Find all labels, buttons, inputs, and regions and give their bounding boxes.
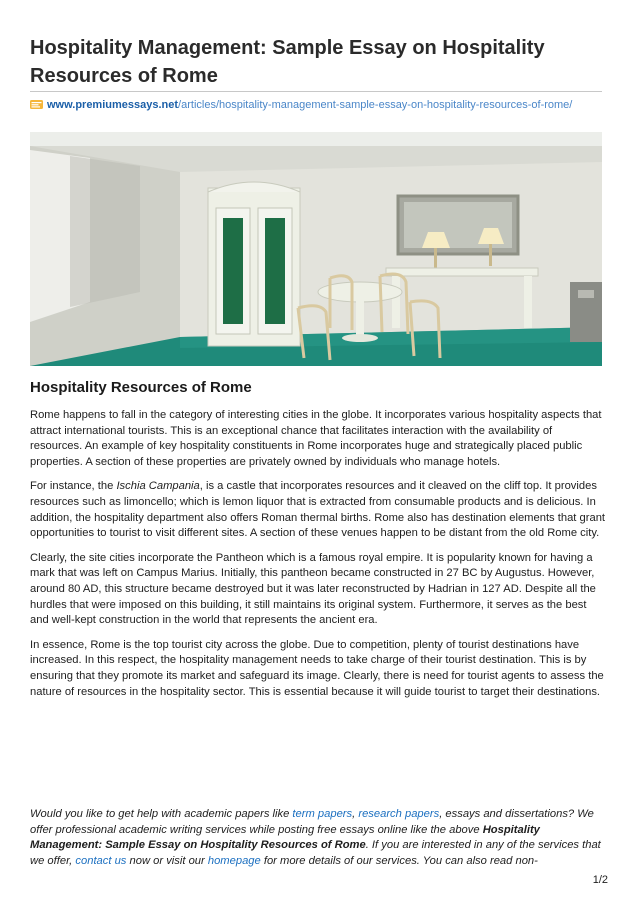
footer-essay-title: Hospitality Management: Sample Essay on Hospitality Resources of Rome [30,823,540,852]
footer-text-5: now or visit our [126,854,208,867]
title-divider [30,91,602,92]
term-papers-link[interactable]: term papers [292,808,353,820]
rss-feed-icon [30,100,43,109]
paragraph-2 [30,479,606,541]
page-title: Hospitality Management: Sample Essay on Hospitality Resources of Rome [30,37,545,87]
footer-text-4: . If you are interested in any of the services that we offer, [30,839,601,867]
hotel-room-illustration [30,132,602,366]
research-papers-link[interactable]: research papers [358,808,440,820]
footer-text-3: , essays and dissertations? We offer professional academic writing services while posting free essays online like the above [30,808,594,836]
promo-footer [30,807,608,869]
essay-body [30,408,606,709]
page-number: 1/2 [592,874,608,886]
source-domain-link[interactable]: www.premiumessays.net [47,99,179,111]
contact-us-link[interactable]: contact us [75,854,127,867]
paragraph-2-rest: , is a castle that incorporates resources and it cleaved on the cliff top. It provides resources such as limoncello; which is lemon liquor that is extracted from consumable products and is delicious. In addition, the hospitality department also offers Roman thermal births. Rome also has destination elements that grant opportunities to tourist to visit different sites. A section of these venues happen to be distant from the old Rome city. [30,480,606,540]
paragraph-3: Clearly, the site cities incorporate the Pantheon which is a famous royal empire. It is popularity known for having a mark that was left on Campus Marius. Initially, this pantheon became constructed in 27 BC by Augustus. However, around 80 AD, this structure became destroyed but it was later reconstructed by Hadrian in 127 AD. Despite all the hurdles that were imposed on this building, it still maintains its original system. Furthermore, it serves as the best and well-kept construction in the world that represents the ancient era. [30,551,596,627]
source-path-link[interactable]: /articles/hospitality-management-sample-essay-on-hospitality-resources-of-rome/ [178,99,573,111]
paragraph-4: In essence, Rome is the top tourist city across the globe. Due to competition, plenty of tourist destinations have increased. In this respect, the hospitality management needs to take charge of their tourist destination. This is by ensuring that they promote its market and safeguard its image. Clearly, there is need for tourist agents to assess the nature of resources in the hospitality sector. This is essential because it will guide tourist to target their destinations. [30,638,604,698]
homepage-link[interactable]: homepage [207,854,261,867]
footer-text-2: , [352,808,359,820]
footer-text-1: Would you like to get help with academic papers like [30,808,293,820]
footer-text-6: for more details of our services. You can also read non- [260,854,538,867]
hotel-room-photo [30,132,602,366]
paragraph-2-lead: For instance, the [30,480,117,493]
paragraph-2-place-name: Ischia Campania [116,480,200,493]
paragraph-1: Rome happens to fall in the category of interesting cities in the globe. It incorporates various hospitality aspects that attract international tourists. This is an exceptional chance that facilitates interaction with the availability of resources. An example of key hospitality constituents in Rome incorporates huge and strategically placed public properties. A section of these properties are privately owned by individuals who manage hotels. [30,409,602,468]
source-line [30,98,610,112]
section-heading: Hospitality Resources of Rome [30,379,252,396]
